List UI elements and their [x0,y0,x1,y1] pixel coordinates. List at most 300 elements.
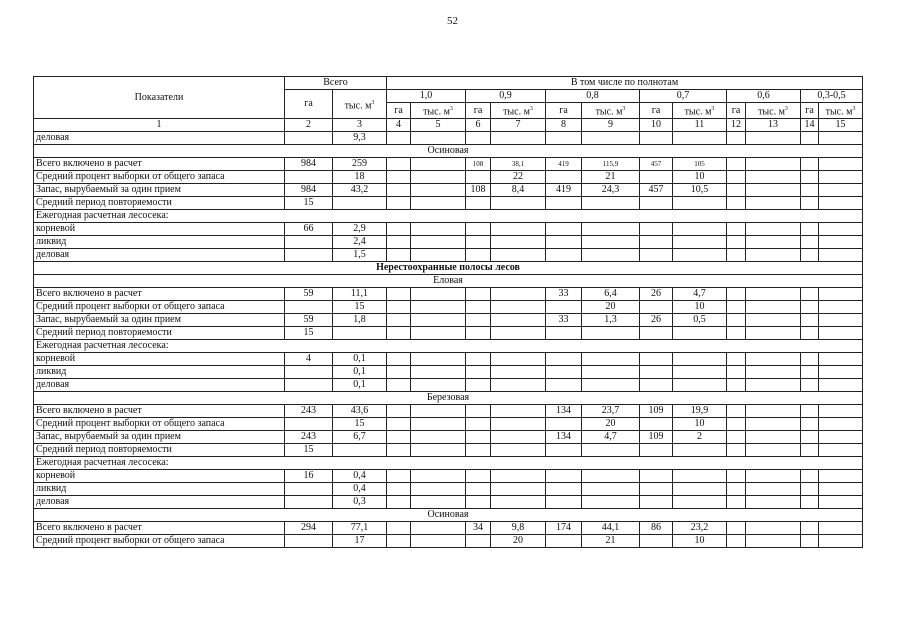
table-cell [727,418,746,431]
row-label: деловая [34,249,285,262]
table-cell [582,379,640,392]
table-cell [819,405,863,418]
row-label: Запас, вырубаемый за один прием [34,431,285,444]
table-cell [673,132,727,145]
table-cell [546,496,582,509]
table-cell [746,249,801,262]
table-cell [582,444,640,457]
table-cell [746,483,801,496]
table-cell: 2,4 [333,236,387,249]
table-section-heading [34,145,863,158]
table-cell [411,522,466,535]
table-cell: 8,4 [491,184,546,197]
table-cell [387,184,411,197]
row-label: Всего включено в расчет [34,288,285,301]
table-cell [466,288,491,301]
table-cell [546,483,582,496]
table-cell [411,366,466,379]
table-cell [411,184,466,197]
table-cell: 43,6 [333,405,387,418]
table-cell [582,496,640,509]
table-cell [411,197,466,210]
table-cell [546,171,582,184]
table-cell [801,301,819,314]
table-cell [411,353,466,366]
table-cell: 23,7 [582,405,640,418]
table-cell [411,249,466,262]
table-cell: 984 [285,158,333,171]
table-cell [582,132,640,145]
table-cell [546,535,582,548]
table-cell [411,405,466,418]
section-label: Осиновая [34,145,863,158]
table-cell [411,418,466,431]
table-cell: 2,9 [333,223,387,236]
header-total-ha: га [285,90,333,119]
table-cell [746,535,801,548]
table-cell [411,431,466,444]
table-cell [801,470,819,483]
row-label: корневой [34,353,285,366]
table-cell [466,223,491,236]
table-cell [640,366,673,379]
table-row [34,496,863,509]
table-cell: 23,2 [673,522,727,535]
table-cell: 59 [285,288,333,301]
table-cell [727,483,746,496]
header-unit-ha: га [801,103,819,119]
table-row [34,158,863,171]
table-cell [411,288,466,301]
table-cell [387,470,411,483]
row-label: Средний период повторяемости [34,197,285,210]
table-cell [746,431,801,444]
table-cell [727,535,746,548]
table-cell: 1,5 [333,249,387,262]
table-cell [546,379,582,392]
column-number: 13 [746,119,801,132]
table-row [34,353,863,366]
header-unit-ha: га [546,103,582,119]
table-row [34,223,863,236]
table-cell [673,236,727,249]
row-label: деловая [34,379,285,392]
header-density-3: 0,8 [546,90,640,103]
table-cell [801,158,819,171]
table-cell [801,288,819,301]
header-unit-volume: тыс. $м^3$ [673,103,727,119]
table-section-heading [34,392,863,405]
table-cell [387,535,411,548]
table-cell [491,470,546,483]
row-label: Всего включено в расчет [34,158,285,171]
table-cell [491,444,546,457]
table-cell [673,379,727,392]
table-cell: 26 [640,314,673,327]
table-cell [819,496,863,509]
table-cell: 66 [285,223,333,236]
table-cell [387,171,411,184]
table-cell: 457 [640,158,673,171]
header-density-2: 0,9 [466,90,546,103]
table-cell [746,353,801,366]
table-cell [285,249,333,262]
column-number: 12 [727,119,746,132]
table-cell: 34 [466,522,491,535]
table-cell [819,314,863,327]
table-cell [491,431,546,444]
table-cell: 419 [546,158,582,171]
table-cell: 174 [546,522,582,535]
column-number: 6 [466,119,491,132]
table-cell [801,314,819,327]
table-cell [727,197,746,210]
table-cell: 9,3 [333,132,387,145]
table-cell [491,418,546,431]
section-label: Еловая [34,275,863,288]
row-label: ликвид [34,483,285,496]
table-cell [727,184,746,197]
section-label: Осиновая [34,509,863,522]
table-cell [801,444,819,457]
table-cell [387,249,411,262]
table-row [34,171,863,184]
table-cell [582,327,640,340]
row-label: Ежегодная расчетная лесосека: [34,457,863,470]
table-cell [746,314,801,327]
header-unit-volume: тыс. $м^3$ [491,103,546,119]
table-cell [640,444,673,457]
table-cell: 15 [285,327,333,340]
header-unit-volume: тыс. $м^3$ [411,103,466,119]
table-row [34,535,863,548]
table-row [34,418,863,431]
header-unit-volume: тыс. $м^3$ [582,103,640,119]
table-cell [727,444,746,457]
table-cell [411,535,466,548]
table-cell [411,132,466,145]
table-cell [727,158,746,171]
table-cell: 6,4 [582,288,640,301]
table-cell [819,535,863,548]
header-density-4: 0,7 [640,90,727,103]
table-cell [466,236,491,249]
table-cell [727,379,746,392]
header-column-numbers [34,119,863,132]
table-cell [727,288,746,301]
table-row [34,132,863,145]
table-cell [466,483,491,496]
row-label: Запас, вырубаемый за один прием [34,314,285,327]
table-cell [819,301,863,314]
table-cell [819,236,863,249]
row-label: корневой [34,470,285,483]
table-cell [746,158,801,171]
table-row [34,327,863,340]
table-cell [673,366,727,379]
table-cell: 16 [285,470,333,483]
table-cell [801,535,819,548]
table-cell [640,496,673,509]
table-cell [411,223,466,236]
header-unit-ha: га [640,103,673,119]
table-cell [387,431,411,444]
table-row [34,249,863,262]
table-cell [746,470,801,483]
table-cell [673,223,727,236]
table-cell [746,444,801,457]
table-cell [466,496,491,509]
table-cell: 243 [285,431,333,444]
table-cell [727,431,746,444]
table-cell: 10 [673,418,727,431]
table-cell [819,327,863,340]
row-label: Средний процент выборки от общего запаса [34,535,285,548]
table-cell: 419 [546,184,582,197]
table-cell: 20 [491,535,546,548]
column-number: 8 [546,119,582,132]
table-cell [411,158,466,171]
table-header [34,77,863,132]
column-number: 11 [673,119,727,132]
table-cell [466,405,491,418]
table-cell [727,171,746,184]
table-cell [673,483,727,496]
table-cell: 20 [582,301,640,314]
table-cell [387,522,411,535]
table-cell: 10 [673,535,727,548]
table-cell: 43,2 [333,184,387,197]
table-cell [285,236,333,249]
table-cell [640,379,673,392]
table-cell [727,314,746,327]
table-cell: 21 [582,535,640,548]
table-cell [727,236,746,249]
table-cell [491,496,546,509]
column-number: 1 [34,119,285,132]
table-cell [801,379,819,392]
table-cell: 984 [285,184,333,197]
table-cell [285,379,333,392]
row-label: Средний процент выборки от общего запаса [34,301,285,314]
table-row [34,457,863,470]
table-cell [333,444,387,457]
table-cell [801,431,819,444]
table-cell: 9,8 [491,522,546,535]
table-cell: 77,1 [333,522,387,535]
table-cell [801,197,819,210]
header-density-5: 0,6 [727,90,801,103]
table-cell: 38,1 [491,158,546,171]
table-cell [746,327,801,340]
table-cell [582,223,640,236]
page-number: 52 [447,15,458,27]
table-cell: 0,4 [333,470,387,483]
table-cell [387,444,411,457]
table-cell [640,301,673,314]
table-cell: 15 [333,418,387,431]
row-label: Ежегодная расчетная лесосека: [34,210,863,223]
header-unit-volume: тыс. $м^3$ [819,103,863,119]
table-cell [466,444,491,457]
table-cell [466,171,491,184]
table-cell [466,379,491,392]
table-cell: 0,1 [333,379,387,392]
table-cell [673,444,727,457]
table-cell [285,418,333,431]
table-cell [546,236,582,249]
row-label: Средний процент выборки от общего запаса [34,418,285,431]
table-cell [819,197,863,210]
column-number: 9 [582,119,640,132]
table-cell [746,197,801,210]
table-cell [491,223,546,236]
table-cell [466,353,491,366]
row-label: ликвид [34,366,285,379]
table-cell [727,301,746,314]
row-label: Всего включено в расчет [34,405,285,418]
table-row [34,236,863,249]
section-label: Березовая [34,392,863,405]
table-cell: 259 [333,158,387,171]
table-cell [673,353,727,366]
table-row [34,366,863,379]
table-cell [491,249,546,262]
table-cell [727,353,746,366]
table-cell [819,444,863,457]
table-row [34,405,863,418]
table-cell [819,366,863,379]
table-cell: 6,7 [333,431,387,444]
table-cell: 243 [285,405,333,418]
table-cell [285,535,333,548]
table-cell [285,366,333,379]
header-unit-ha: га [727,103,746,119]
table-cell [819,184,863,197]
table-cell [801,522,819,535]
table-cell [546,327,582,340]
table-row [34,340,863,353]
table-cell [546,223,582,236]
table-row [34,522,863,535]
column-number: 10 [640,119,673,132]
table-cell [466,366,491,379]
header-density-1: 1,0 [387,90,466,103]
table-row [34,444,863,457]
table-cell: 115,9 [582,158,640,171]
table-cell: 109 [640,431,673,444]
table-row [34,431,863,444]
table-cell [546,353,582,366]
table-cell: 15 [285,444,333,457]
table-cell [640,236,673,249]
table-cell: 105 [673,158,727,171]
table-cell [746,184,801,197]
row-label: деловая [34,132,285,145]
table-cell [387,366,411,379]
table-cell [819,470,863,483]
table-cell [411,314,466,327]
table-cell: 0,3 [333,496,387,509]
table-cell [819,483,863,496]
table-cell [491,405,546,418]
table-cell [466,431,491,444]
table-cell [640,223,673,236]
table-cell: 20 [582,418,640,431]
table-cell: 0,1 [333,366,387,379]
table-cell [727,496,746,509]
table-cell: 0,1 [333,353,387,366]
row-label: Средний процент выборки от общего запаса [34,171,285,184]
table-cell [727,249,746,262]
table-cell [746,223,801,236]
table-row [34,288,863,301]
table-cell [411,236,466,249]
table-cell [819,158,863,171]
table-cell [546,301,582,314]
table-cell: 33 [546,314,582,327]
header-unit-volume: тыс. $м^3$ [746,103,801,119]
table-cell [387,223,411,236]
table-cell [387,496,411,509]
table-body [34,132,863,548]
table-cell: 2 [673,431,727,444]
table-cell [746,522,801,535]
forest-allocation-table [33,76,863,548]
table-cell [746,379,801,392]
table-cell [466,418,491,431]
table-cell [819,249,863,262]
table-cell [466,314,491,327]
table-cell [387,379,411,392]
section-label: Нерестоохранные полосы лесов [34,262,863,275]
table-cell [387,301,411,314]
table-cell [582,353,640,366]
header-density-6: 0,3-0,5 [801,90,863,103]
table-cell [640,171,673,184]
table-cell [491,314,546,327]
table-cell [285,483,333,496]
header-unit-ha: га [387,103,411,119]
table-cell [640,353,673,366]
table-cell [801,418,819,431]
table-cell: 4 [285,353,333,366]
table-cell [387,327,411,340]
table-cell [727,132,746,145]
table-cell [491,353,546,366]
table-cell [673,470,727,483]
table-cell [746,418,801,431]
table-cell [673,249,727,262]
table-cell [546,418,582,431]
table-cell [411,496,466,509]
column-number: 14 [801,119,819,132]
table-cell: 15 [333,301,387,314]
table-cell: 24,3 [582,184,640,197]
row-label: деловая [34,496,285,509]
table-section-heading [34,509,863,522]
table-cell [491,366,546,379]
table-cell: 59 [285,314,333,327]
table-cell [819,132,863,145]
table-cell: 4,7 [582,431,640,444]
table-cell: 134 [546,405,582,418]
table-cell: 4,7 [673,288,727,301]
table-cell [285,171,333,184]
column-number: 15 [819,119,863,132]
table-cell [491,288,546,301]
table-cell [491,483,546,496]
